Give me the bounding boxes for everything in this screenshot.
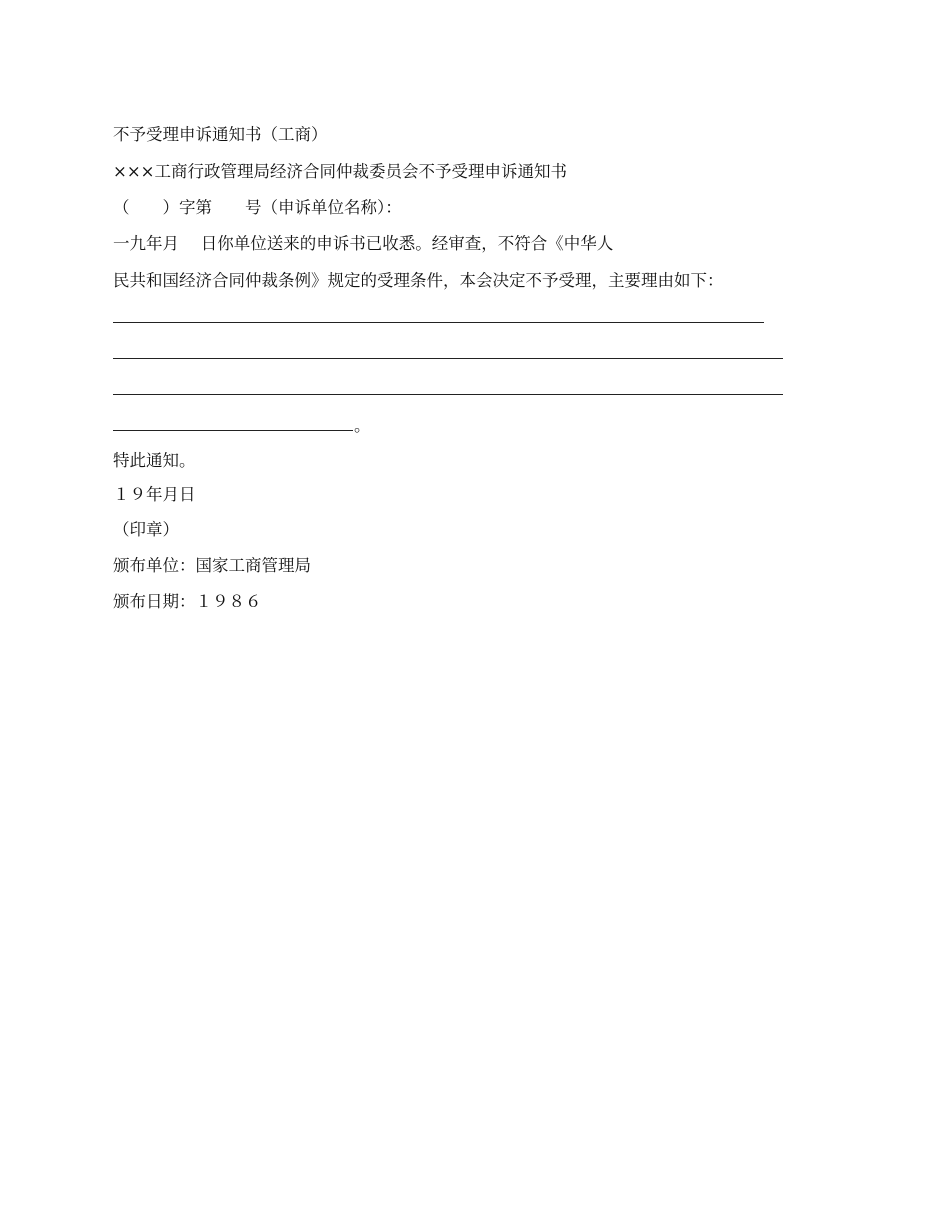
reason-blank-line-2 <box>113 358 783 359</box>
reason-blank-line-3 <box>113 394 783 395</box>
reason-end-mark: 。 <box>354 416 371 435</box>
reason-blank-line-4 <box>113 430 353 431</box>
document-heading: ×××工商行政管理局经济合同仲裁委员会不予受理申诉通知书 <box>113 162 567 181</box>
seal-label: （印章） <box>113 520 179 539</box>
issue-date-line: 颁布日期：１９８６ <box>113 592 262 611</box>
date-line: １９年月日 <box>113 485 196 504</box>
closing-text: 特此通知。 <box>113 451 196 470</box>
reference-line: （ ）字第 号（申诉单位名称）： <box>113 198 402 217</box>
body-paragraph-line-1: 一九年月 日你单位送来的申诉书已收悉。经审查，不符合《中华人 <box>113 234 614 253</box>
document-title: 不予受理申诉通知书（工商） <box>113 125 328 144</box>
body-paragraph-line-2: 民共和国经济合同仲裁条例》规定的受理条件，本会决定不予受理，主要理由如下： <box>113 271 724 290</box>
reason-blank-line-1 <box>113 322 764 323</box>
issuer-line: 颁布单位：国家工商管理局 <box>113 556 311 575</box>
